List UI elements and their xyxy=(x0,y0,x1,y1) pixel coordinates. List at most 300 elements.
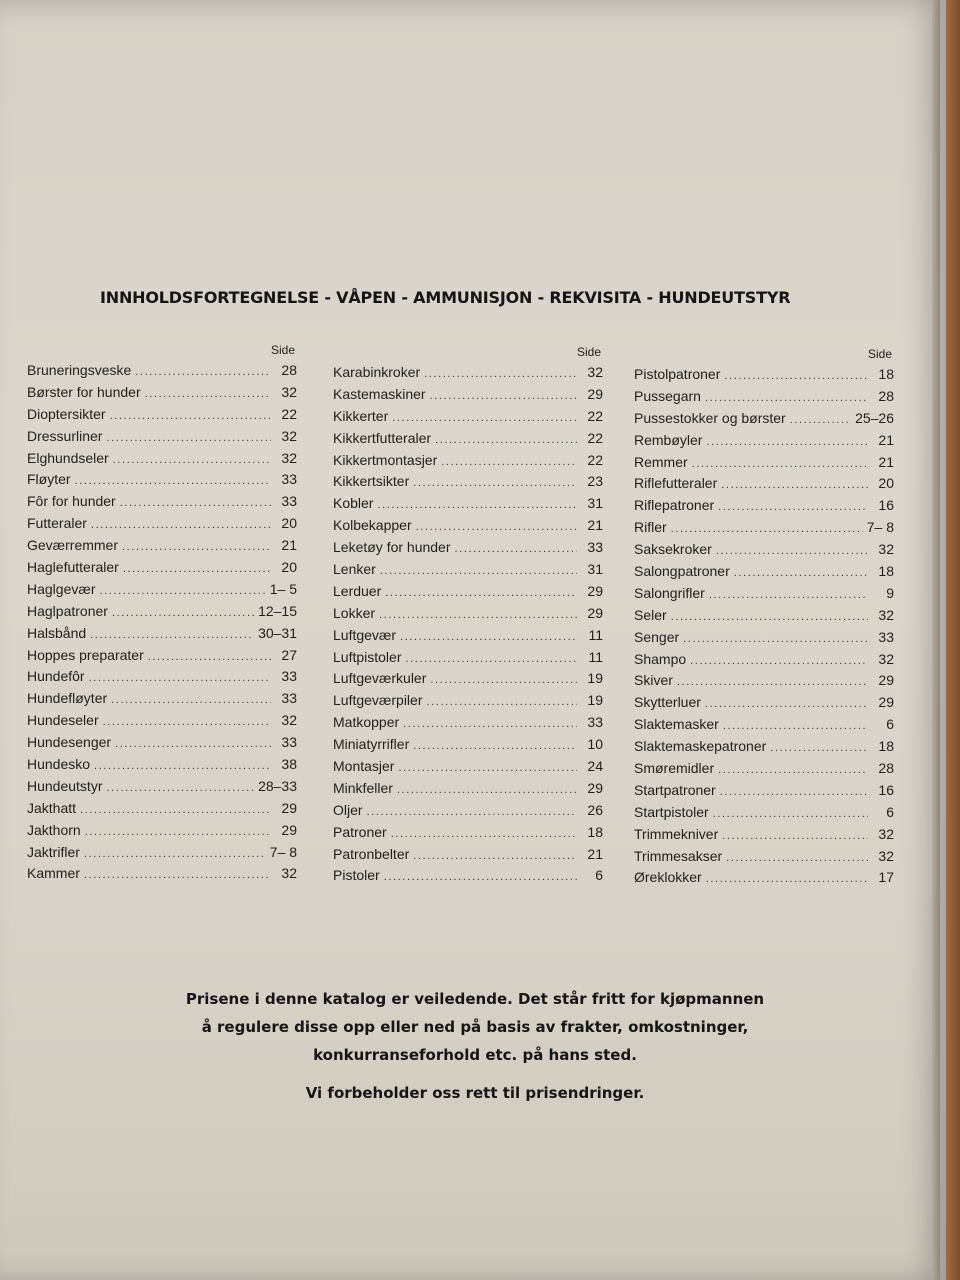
dot-leader xyxy=(84,865,271,887)
entry-name: Lokker xyxy=(333,604,376,621)
entry-name: Miniatyrrifler xyxy=(333,736,410,753)
entry-page-number: 21 xyxy=(878,431,894,448)
entry-name: Patroner xyxy=(333,823,387,840)
dot-leader xyxy=(683,629,868,651)
index-entry xyxy=(634,452,894,474)
entry-page-number: 31 xyxy=(587,561,603,578)
index-entry xyxy=(27,557,297,579)
index-entry xyxy=(27,469,297,491)
dot-leader xyxy=(430,386,577,408)
entry-name: Luftpistoler xyxy=(333,648,402,665)
index-entry xyxy=(27,360,297,382)
dot-leader xyxy=(734,563,868,585)
entry-name: Leketøy for hunder xyxy=(333,539,451,556)
index-entry xyxy=(27,579,297,601)
entry-name: Pistolpatroner xyxy=(634,366,721,382)
index-entry xyxy=(634,386,894,408)
dot-leader xyxy=(84,844,266,866)
entry-page-number: 1– 5 xyxy=(269,580,297,597)
entry-page-number: 32 xyxy=(878,650,894,667)
dot-leader xyxy=(455,539,577,561)
dot-leader xyxy=(110,406,271,428)
entry-name: Hundeutstyr xyxy=(27,777,103,794)
dot-leader xyxy=(722,826,868,848)
dot-leader xyxy=(692,454,868,476)
entry-name: Hoppes preparater xyxy=(27,646,144,663)
entry-page-number: 22 xyxy=(587,451,603,468)
index-entry xyxy=(634,539,894,561)
dot-leader xyxy=(385,583,577,605)
dot-leader xyxy=(113,450,271,472)
entry-name: Dioptersikter xyxy=(27,405,106,422)
index-entry xyxy=(634,758,894,780)
notice-line-2: å regulere disse opp eller ned på basis av frakter, omkostninger, xyxy=(201,1018,749,1036)
dot-leader xyxy=(716,541,868,563)
index-entry xyxy=(27,666,297,688)
index-entry xyxy=(634,473,894,495)
entry-page-number: 28 xyxy=(878,760,894,777)
entry-name: Matkopper xyxy=(333,714,400,731)
entry-name: Hundesenger xyxy=(27,734,112,751)
index-entry xyxy=(333,428,603,450)
dot-leader xyxy=(403,714,577,736)
index-entry xyxy=(27,601,297,623)
dot-leader xyxy=(397,780,577,802)
index-entry xyxy=(333,690,603,712)
entry-page-number: 21 xyxy=(587,517,603,534)
index-entry xyxy=(333,362,603,384)
index-entry xyxy=(634,802,894,824)
dot-leader xyxy=(790,410,851,432)
dot-leader xyxy=(705,388,868,410)
entry-page-number: 33 xyxy=(281,734,297,751)
index-entry xyxy=(333,734,603,756)
dot-leader xyxy=(367,802,577,824)
entry-page-number: 32 xyxy=(878,541,894,558)
entry-page-number: 33 xyxy=(281,471,297,488)
dot-leader xyxy=(677,672,868,694)
index-entry xyxy=(634,495,894,517)
entry-page-number: 16 xyxy=(878,497,894,514)
entry-name: Luftgevær xyxy=(333,626,397,643)
index-entry xyxy=(27,404,297,426)
notice-line-4: Vi forbeholder oss rett til prisendringer. xyxy=(305,1084,645,1102)
entry-name: Karabinkroker xyxy=(333,364,421,380)
dot-leader xyxy=(94,756,271,778)
entry-page-number: 11 xyxy=(588,648,603,665)
entry-name: Kikkertmontasjer xyxy=(333,451,438,468)
entry-name: Kastemaskiner xyxy=(333,385,426,402)
entry-page-number: 20 xyxy=(281,559,297,576)
index-entry xyxy=(27,491,297,513)
index-entry xyxy=(27,688,297,710)
entry-name: Seler xyxy=(634,606,667,623)
entry-page-number: 29 xyxy=(878,672,894,689)
entry-name: Halsbånd xyxy=(27,624,87,641)
entry-page-number: 11 xyxy=(588,626,603,643)
index-entry xyxy=(333,822,603,844)
entry-page-number: 20 xyxy=(878,475,894,492)
entry-name: Oljer xyxy=(333,801,363,818)
entry-name: Haglpatroner xyxy=(27,602,108,619)
entry-name: Hundefôr xyxy=(27,668,85,685)
entry-page-number: 29 xyxy=(587,582,603,599)
entry-name: Elghundseler xyxy=(27,449,109,466)
dot-leader xyxy=(380,561,577,583)
dot-leader xyxy=(413,473,577,495)
dot-leader xyxy=(427,692,578,714)
entry-name: Riflepatroner xyxy=(634,497,715,514)
entry-name: Montasjer xyxy=(333,758,395,775)
dot-leader xyxy=(400,627,577,649)
entry-page-number: 29 xyxy=(878,694,894,711)
dot-leader xyxy=(709,585,868,607)
entry-name: Haglefutteraler xyxy=(27,559,119,576)
dot-leader xyxy=(706,869,868,891)
dot-leader xyxy=(723,716,868,738)
dot-leader xyxy=(148,647,271,669)
dot-leader xyxy=(718,760,868,782)
index-entry xyxy=(333,537,603,559)
index-entry xyxy=(333,384,603,406)
entry-name: Kammer xyxy=(27,865,80,882)
dot-leader xyxy=(718,497,868,519)
index-entry xyxy=(27,426,297,448)
entry-page-number: 32 xyxy=(281,449,297,466)
dot-leader xyxy=(91,515,271,537)
dot-leader xyxy=(112,603,254,625)
index-entry xyxy=(27,448,297,470)
dot-leader xyxy=(405,649,577,671)
index-entry xyxy=(634,627,894,649)
index-entry xyxy=(634,714,894,736)
entry-name: Bruneringsveske xyxy=(27,362,132,378)
index-entry xyxy=(333,603,603,625)
dot-leader xyxy=(111,690,271,712)
entry-page-number: 21 xyxy=(587,845,603,862)
entry-name: Salongrifler xyxy=(634,584,705,601)
dot-leader xyxy=(135,362,271,384)
entry-name: Jakthorn xyxy=(27,821,81,838)
dot-leader xyxy=(145,384,271,406)
entry-page-number: 21 xyxy=(281,537,297,554)
entry-page-number: 32 xyxy=(281,712,297,729)
entry-page-number: 6 xyxy=(595,867,603,884)
dot-leader xyxy=(671,519,863,541)
index-entry xyxy=(634,649,894,671)
notice-line-3: konkurranseforhold etc. på hans sted. xyxy=(313,1046,637,1064)
entry-page-number: 18 xyxy=(878,366,894,382)
entry-name: Hundeseler xyxy=(27,712,99,729)
dot-leader xyxy=(75,471,271,493)
index-entry xyxy=(634,670,894,692)
entry-page-number: 33 xyxy=(587,714,603,731)
entry-page-number: 28 xyxy=(878,387,894,404)
entry-name: Rembøyler xyxy=(634,431,703,448)
index-entry xyxy=(634,583,894,605)
entry-name: Lenker xyxy=(333,561,376,578)
index-entry xyxy=(333,778,603,800)
entry-page-number: 33 xyxy=(587,539,603,556)
entry-name: Pistoler xyxy=(333,867,380,884)
index-entry xyxy=(333,844,603,866)
entry-name: Smøremidler xyxy=(634,760,715,777)
index-entry xyxy=(333,515,603,537)
dot-leader xyxy=(115,734,271,756)
entry-page-number: 6 xyxy=(886,803,894,820)
entry-name: Senger xyxy=(634,628,680,645)
side-column-header: Side xyxy=(270,343,295,357)
entry-page-number: 32 xyxy=(281,427,297,444)
entry-page-number: 29 xyxy=(281,799,297,816)
entry-name: Lerduer xyxy=(333,582,382,599)
entry-page-number: 32 xyxy=(878,606,894,623)
side-column-header: Side xyxy=(867,347,892,361)
entry-page-number: 30–31 xyxy=(258,624,297,641)
entry-page-number: 22 xyxy=(281,405,297,422)
entry-page-number: 32 xyxy=(587,364,603,380)
entry-page-number: 29 xyxy=(587,385,603,402)
index-entry xyxy=(333,406,603,428)
index-entry xyxy=(634,780,894,802)
dot-leader xyxy=(424,364,577,386)
entry-name: Startpistoler xyxy=(634,803,709,820)
entry-page-number: 32 xyxy=(281,383,297,400)
index-entry xyxy=(634,517,894,539)
index-entry xyxy=(634,736,894,758)
entry-name: Slaktemaskepatroner xyxy=(634,738,767,755)
entry-name: Jaktrifler xyxy=(27,843,80,860)
entry-name: Kolbekapper xyxy=(333,517,412,534)
dot-leader xyxy=(85,822,271,844)
dot-leader xyxy=(416,517,577,539)
index-entry xyxy=(333,493,603,515)
entry-name: Haglgevær xyxy=(27,580,96,597)
index-entry xyxy=(333,800,603,822)
index-entry xyxy=(27,863,297,885)
entry-page-number: 29 xyxy=(281,821,297,838)
entry-name: Geværremmer xyxy=(27,537,119,554)
dot-leader xyxy=(391,824,577,846)
index-entry xyxy=(333,450,603,472)
entry-page-number: 29 xyxy=(587,779,603,796)
dot-leader xyxy=(123,559,271,581)
dot-leader xyxy=(80,800,271,822)
entry-name: Rifler xyxy=(634,519,667,536)
index-entry xyxy=(634,867,894,889)
entry-page-number: 33 xyxy=(878,628,894,645)
entry-name: Shampo xyxy=(634,650,687,667)
dot-leader xyxy=(398,758,577,780)
entry-name: Hundesko xyxy=(27,756,91,773)
entry-page-number: 38 xyxy=(281,756,297,773)
index-entry xyxy=(634,408,894,430)
entry-page-number: 33 xyxy=(281,690,297,707)
entry-name: Luftgeværpiler xyxy=(333,692,423,709)
index-entry xyxy=(27,535,297,557)
dot-leader xyxy=(724,366,868,388)
dot-leader xyxy=(770,738,868,760)
index-entry xyxy=(634,605,894,627)
entry-page-number: 19 xyxy=(587,692,603,709)
entry-name: Kobler xyxy=(333,495,374,512)
entry-name: Startpatroner xyxy=(634,781,716,798)
entry-page-number: 21 xyxy=(878,453,894,470)
entry-page-number: 12–15 xyxy=(258,602,297,619)
entry-page-number: 22 xyxy=(587,407,603,424)
index-entry xyxy=(634,824,894,846)
price-notice xyxy=(80,985,870,1107)
entry-name: Salongpatroner xyxy=(634,563,730,580)
entry-page-number: 23 xyxy=(587,473,603,490)
dot-leader xyxy=(671,607,868,629)
entry-page-number: 33 xyxy=(281,668,297,685)
index-entry xyxy=(634,846,894,868)
entry-name: Skiver xyxy=(634,672,673,689)
entry-page-number: 22 xyxy=(587,429,603,446)
entry-page-number: 10 xyxy=(587,736,603,753)
entry-name: Pussestokker og børster xyxy=(634,409,786,426)
index-entry xyxy=(333,668,603,690)
entry-page-number: 32 xyxy=(878,825,894,842)
dot-leader xyxy=(435,430,577,452)
entry-name: Jakthatt xyxy=(27,799,77,816)
entry-page-number: 6 xyxy=(886,716,894,733)
dot-leader xyxy=(720,782,868,804)
entry-page-number: 28–33 xyxy=(258,777,297,794)
entry-page-number: 29 xyxy=(587,604,603,621)
dot-leader xyxy=(99,581,265,603)
dot-leader xyxy=(441,452,577,474)
index-column-2 xyxy=(333,342,603,887)
entry-page-number: 18 xyxy=(587,823,603,840)
entry-name: Kikkertsikter xyxy=(333,473,410,490)
dot-leader xyxy=(90,625,254,647)
entry-name: Fløyter xyxy=(27,471,71,488)
dot-leader xyxy=(120,493,271,515)
index-entry xyxy=(27,820,297,842)
entry-page-number: 17 xyxy=(878,869,894,886)
entry-name: Øreklokker xyxy=(634,869,702,886)
index-entry xyxy=(634,692,894,714)
index-entry xyxy=(27,645,297,667)
entry-page-number: 18 xyxy=(878,563,894,580)
entry-page-number: 27 xyxy=(281,646,297,663)
index-entry xyxy=(27,754,297,776)
dot-leader xyxy=(379,605,577,627)
index-column-3 xyxy=(634,344,894,889)
index-entry xyxy=(634,364,894,386)
page-title: INNHOLDSFORTEGNELSE - VÅPEN - AMMUNISJON - REKVISITA - HUNDEUTSTYR xyxy=(100,288,791,307)
dot-leader xyxy=(122,537,271,559)
entry-page-number: 32 xyxy=(878,847,894,864)
entry-name: Kikkerter xyxy=(333,407,389,424)
index-entry xyxy=(27,842,297,864)
dot-leader xyxy=(721,475,868,497)
entry-page-number: 16 xyxy=(878,781,894,798)
index-entry xyxy=(634,430,894,452)
index-entry xyxy=(27,382,297,404)
dot-leader xyxy=(103,712,271,734)
dot-leader xyxy=(106,778,254,800)
entry-name: Riflefutteraler xyxy=(634,475,718,492)
entry-page-number: 18 xyxy=(878,738,894,755)
book-spine-edge xyxy=(932,0,940,1280)
dot-leader xyxy=(392,408,577,430)
dot-leader xyxy=(690,651,868,673)
entry-name: Kikkertfutteraler xyxy=(333,429,432,446)
entry-name: Minkfeller xyxy=(333,779,393,796)
index-entry xyxy=(333,625,603,647)
entry-name: Fôr for hunder xyxy=(27,493,116,510)
entry-name: Skytterluer xyxy=(634,694,701,711)
dot-leader xyxy=(89,668,271,690)
entry-name: Slaktemasker xyxy=(634,716,719,733)
index-entry xyxy=(27,776,297,798)
dot-leader xyxy=(384,867,577,889)
index-entry xyxy=(333,471,603,493)
dot-leader xyxy=(377,495,577,517)
entry-name: Remmer xyxy=(634,453,688,470)
index-entry xyxy=(333,865,603,887)
index-entry xyxy=(27,623,297,645)
index-entry xyxy=(27,732,297,754)
entry-name: Pussegarn xyxy=(634,387,701,404)
index-entry xyxy=(634,561,894,583)
dot-leader xyxy=(106,428,271,450)
entry-page-number: 20 xyxy=(281,515,297,532)
dot-leader xyxy=(713,804,868,826)
index-entry xyxy=(333,647,603,669)
side-column-header: Side xyxy=(576,345,601,359)
dot-leader xyxy=(726,848,868,870)
entry-page-number: 31 xyxy=(587,495,603,512)
index-column-1 xyxy=(27,340,297,885)
entry-page-number: 33 xyxy=(281,493,297,510)
entry-page-number: 9 xyxy=(886,584,894,601)
index-entry xyxy=(333,756,603,778)
dot-leader xyxy=(706,432,868,454)
entry-name: Dressurliner xyxy=(27,427,103,444)
entry-page-number: 25–26 xyxy=(855,409,894,426)
index-entry xyxy=(27,710,297,732)
dot-leader xyxy=(413,846,577,868)
entry-page-number: 26 xyxy=(587,801,603,818)
entry-page-number: 28 xyxy=(281,362,297,378)
entry-name: Futteraler xyxy=(27,515,87,532)
index-entry xyxy=(333,559,603,581)
entry-name: Luftgeværkuler xyxy=(333,670,427,687)
entry-page-number: 7– 8 xyxy=(866,519,894,536)
entry-name: Saksekroker xyxy=(634,541,712,558)
entry-page-number: 32 xyxy=(281,865,297,882)
entry-page-number: 19 xyxy=(587,670,603,687)
entry-name: Børster for hunder xyxy=(27,383,141,400)
entry-name: Patronbelter xyxy=(333,845,410,862)
notice-line-1: Prisene i denne katalog er veiledende. Det står fritt for kjøpmannen xyxy=(185,990,765,1008)
entry-name: Trimmesakser xyxy=(634,847,723,864)
entry-page-number: 7– 8 xyxy=(269,843,297,860)
entry-page-number: 24 xyxy=(587,758,603,775)
entry-name: Hundefløyter xyxy=(27,690,108,707)
index-entry xyxy=(333,581,603,603)
index-entry xyxy=(27,513,297,535)
index-entry xyxy=(333,712,603,734)
dot-leader xyxy=(413,736,577,758)
dot-leader xyxy=(430,670,577,692)
index-entry xyxy=(27,798,297,820)
dot-leader xyxy=(705,694,868,716)
